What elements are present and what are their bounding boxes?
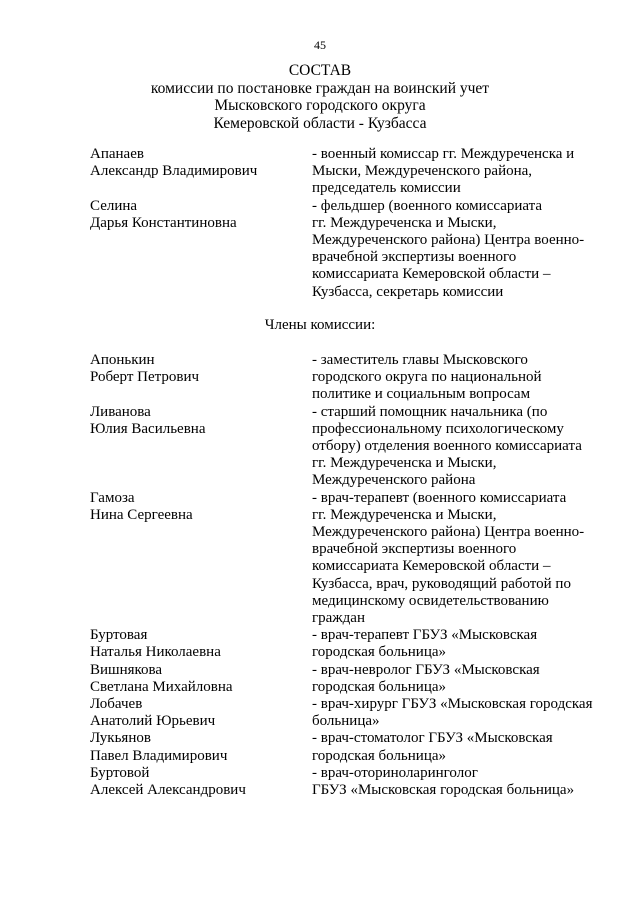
- member-name-line: Селина: [90, 197, 138, 214]
- document-title: [0, 62, 640, 132]
- member-role: [312, 730, 610, 764]
- member-role-line: Кузбасса, врач, руководящий работой по: [312, 575, 571, 592]
- member-role-line: гг. Междуреченска и Мыски,: [312, 214, 497, 231]
- member-name-line: Светлана Михайловна: [90, 678, 233, 695]
- member-name-line: Ливанова: [90, 403, 151, 420]
- member-name-line: Гамоза: [90, 489, 135, 506]
- member-role: [312, 696, 610, 730]
- member-role-line: Междуреченского района) Центра военно-: [312, 232, 585, 249]
- member-role-line: - врач-невролог ГБУЗ «Мысковская: [312, 661, 540, 678]
- member-role-line: городского округа по национальной: [312, 369, 542, 386]
- member-role-line: Кузбасса, секретарь комиссии: [312, 283, 504, 300]
- member-role-line: городская больница»: [312, 747, 447, 764]
- commission-entry: [90, 404, 610, 490]
- member-name-line: Алексей Александрович: [90, 782, 246, 799]
- member-role-line: - врач-терапевт ГБУЗ «Мысковская: [312, 627, 538, 644]
- member-role-line: председатель комиссии: [312, 180, 461, 197]
- member-role-line: городская больница»: [312, 678, 447, 695]
- member-name-line: Нина Сергеевна: [90, 506, 193, 523]
- member-name-line: Дарья Константиновна: [90, 214, 237, 231]
- member-name-line: Апанаев: [90, 146, 144, 162]
- title-line: комиссии по постановке граждан на воинский учет: [150, 79, 490, 97]
- member-role-line: комиссариата Кемеровской области –: [312, 558, 551, 575]
- member-role-line: Междуреченского района) Центра военно-: [312, 524, 585, 541]
- member-role-line: ГБУЗ «Мысковская городская больница»: [312, 782, 575, 799]
- member-name-line: Лобачев: [90, 696, 143, 713]
- member-name-line: Буртовая: [90, 627, 148, 644]
- member-role-line: - врач-хирург ГБУЗ «Мысковская городская: [312, 696, 593, 713]
- commission-entry: [90, 765, 610, 799]
- member-role-line: Междуреченского района: [312, 472, 476, 489]
- commission-entry: [90, 352, 610, 404]
- member-name: [90, 627, 312, 661]
- member-role-line: граждан: [312, 610, 365, 627]
- member-role: [312, 146, 610, 198]
- member-role-line: Мыски, Междуреченского района,: [312, 163, 533, 180]
- member-name-line: Наталья Николаевна: [90, 644, 221, 661]
- leadership-list: [90, 146, 610, 301]
- member-role-line: - врач-терапевт (военного комиссариата: [312, 489, 567, 506]
- title-heading: СОСТАВ: [288, 62, 352, 79]
- page-number: 45: [314, 38, 326, 52]
- commission-entry: [90, 627, 610, 661]
- member-role-line: отбору) отделения военного комиссариата: [312, 438, 582, 455]
- member-name: [90, 352, 312, 404]
- commission-entry: [90, 146, 610, 198]
- member-name: [90, 490, 312, 628]
- member-name-line: Анатолий Юрьевич: [90, 713, 216, 730]
- member-role-line: врачебной экспертизы военного: [312, 249, 517, 266]
- member-name: [90, 404, 312, 490]
- members-heading: Члены комиссии:: [264, 317, 376, 333]
- member-name: [90, 146, 312, 198]
- member-role-line: гг. Междуреченска и Мыски,: [312, 506, 497, 523]
- member-name-line: Александр Владимирович: [90, 163, 258, 180]
- member-name-line: Вишнякова: [90, 661, 163, 678]
- member-name-line: Лукьянов: [90, 730, 151, 747]
- member-role: [312, 198, 610, 301]
- member-role: [312, 490, 610, 628]
- member-role-line: - врач-стоматолог ГБУЗ «Мысковская: [312, 730, 553, 747]
- member-name: [90, 198, 312, 301]
- member-name-line: Павел Владимирович: [90, 747, 228, 764]
- commission-entry: [90, 696, 610, 730]
- member-role-line: гг. Междуреченска и Мыски,: [312, 455, 497, 472]
- member-name: [90, 662, 312, 696]
- member-name: [90, 696, 312, 730]
- member-role-line: врачебной экспертизы военного: [312, 541, 517, 558]
- commission-entry: [90, 198, 610, 301]
- member-name-line: Буртовой: [90, 764, 150, 781]
- member-role: [312, 352, 610, 404]
- member-role: [312, 627, 610, 661]
- member-role-line: - заместитель главы Мысковского: [312, 352, 528, 368]
- member-name-line: Роберт Петрович: [90, 369, 200, 386]
- member-role-line: больница»: [312, 713, 380, 730]
- member-role: [312, 404, 610, 490]
- member-role-line: городская больница»: [312, 644, 447, 661]
- member-role: [312, 765, 610, 799]
- member-name: [90, 730, 312, 764]
- member-name-line: Юлия Васильевна: [90, 420, 206, 437]
- member-role-line: - старший помощник начальника (по: [312, 403, 548, 420]
- member-role-line: - фельдшер (военного комиссариата: [312, 197, 543, 214]
- title-line: Мысковского городского округа: [214, 97, 426, 114]
- member-name-line: Апонькин: [90, 352, 155, 368]
- commission-entry: [90, 490, 610, 628]
- title-line: Кемеровской области - Кузбасса: [213, 114, 427, 132]
- commission-entry: [90, 730, 610, 764]
- member-role-line: комиссариата Кемеровской области –: [312, 266, 551, 283]
- member-role: [312, 662, 610, 696]
- commission-entry: [90, 662, 610, 696]
- member-name: [90, 765, 312, 799]
- member-role-line: - военный комиссар гг. Междуреченска и: [312, 146, 575, 162]
- member-role-line: политике и социальным вопросам: [312, 386, 531, 403]
- members-list: [90, 352, 610, 799]
- member-role-line: - врач-оториноларинголог: [312, 764, 478, 781]
- member-role-line: медицинскому освидетельствованию: [312, 592, 549, 609]
- member-role-line: профессиональному психологическому: [312, 420, 564, 437]
